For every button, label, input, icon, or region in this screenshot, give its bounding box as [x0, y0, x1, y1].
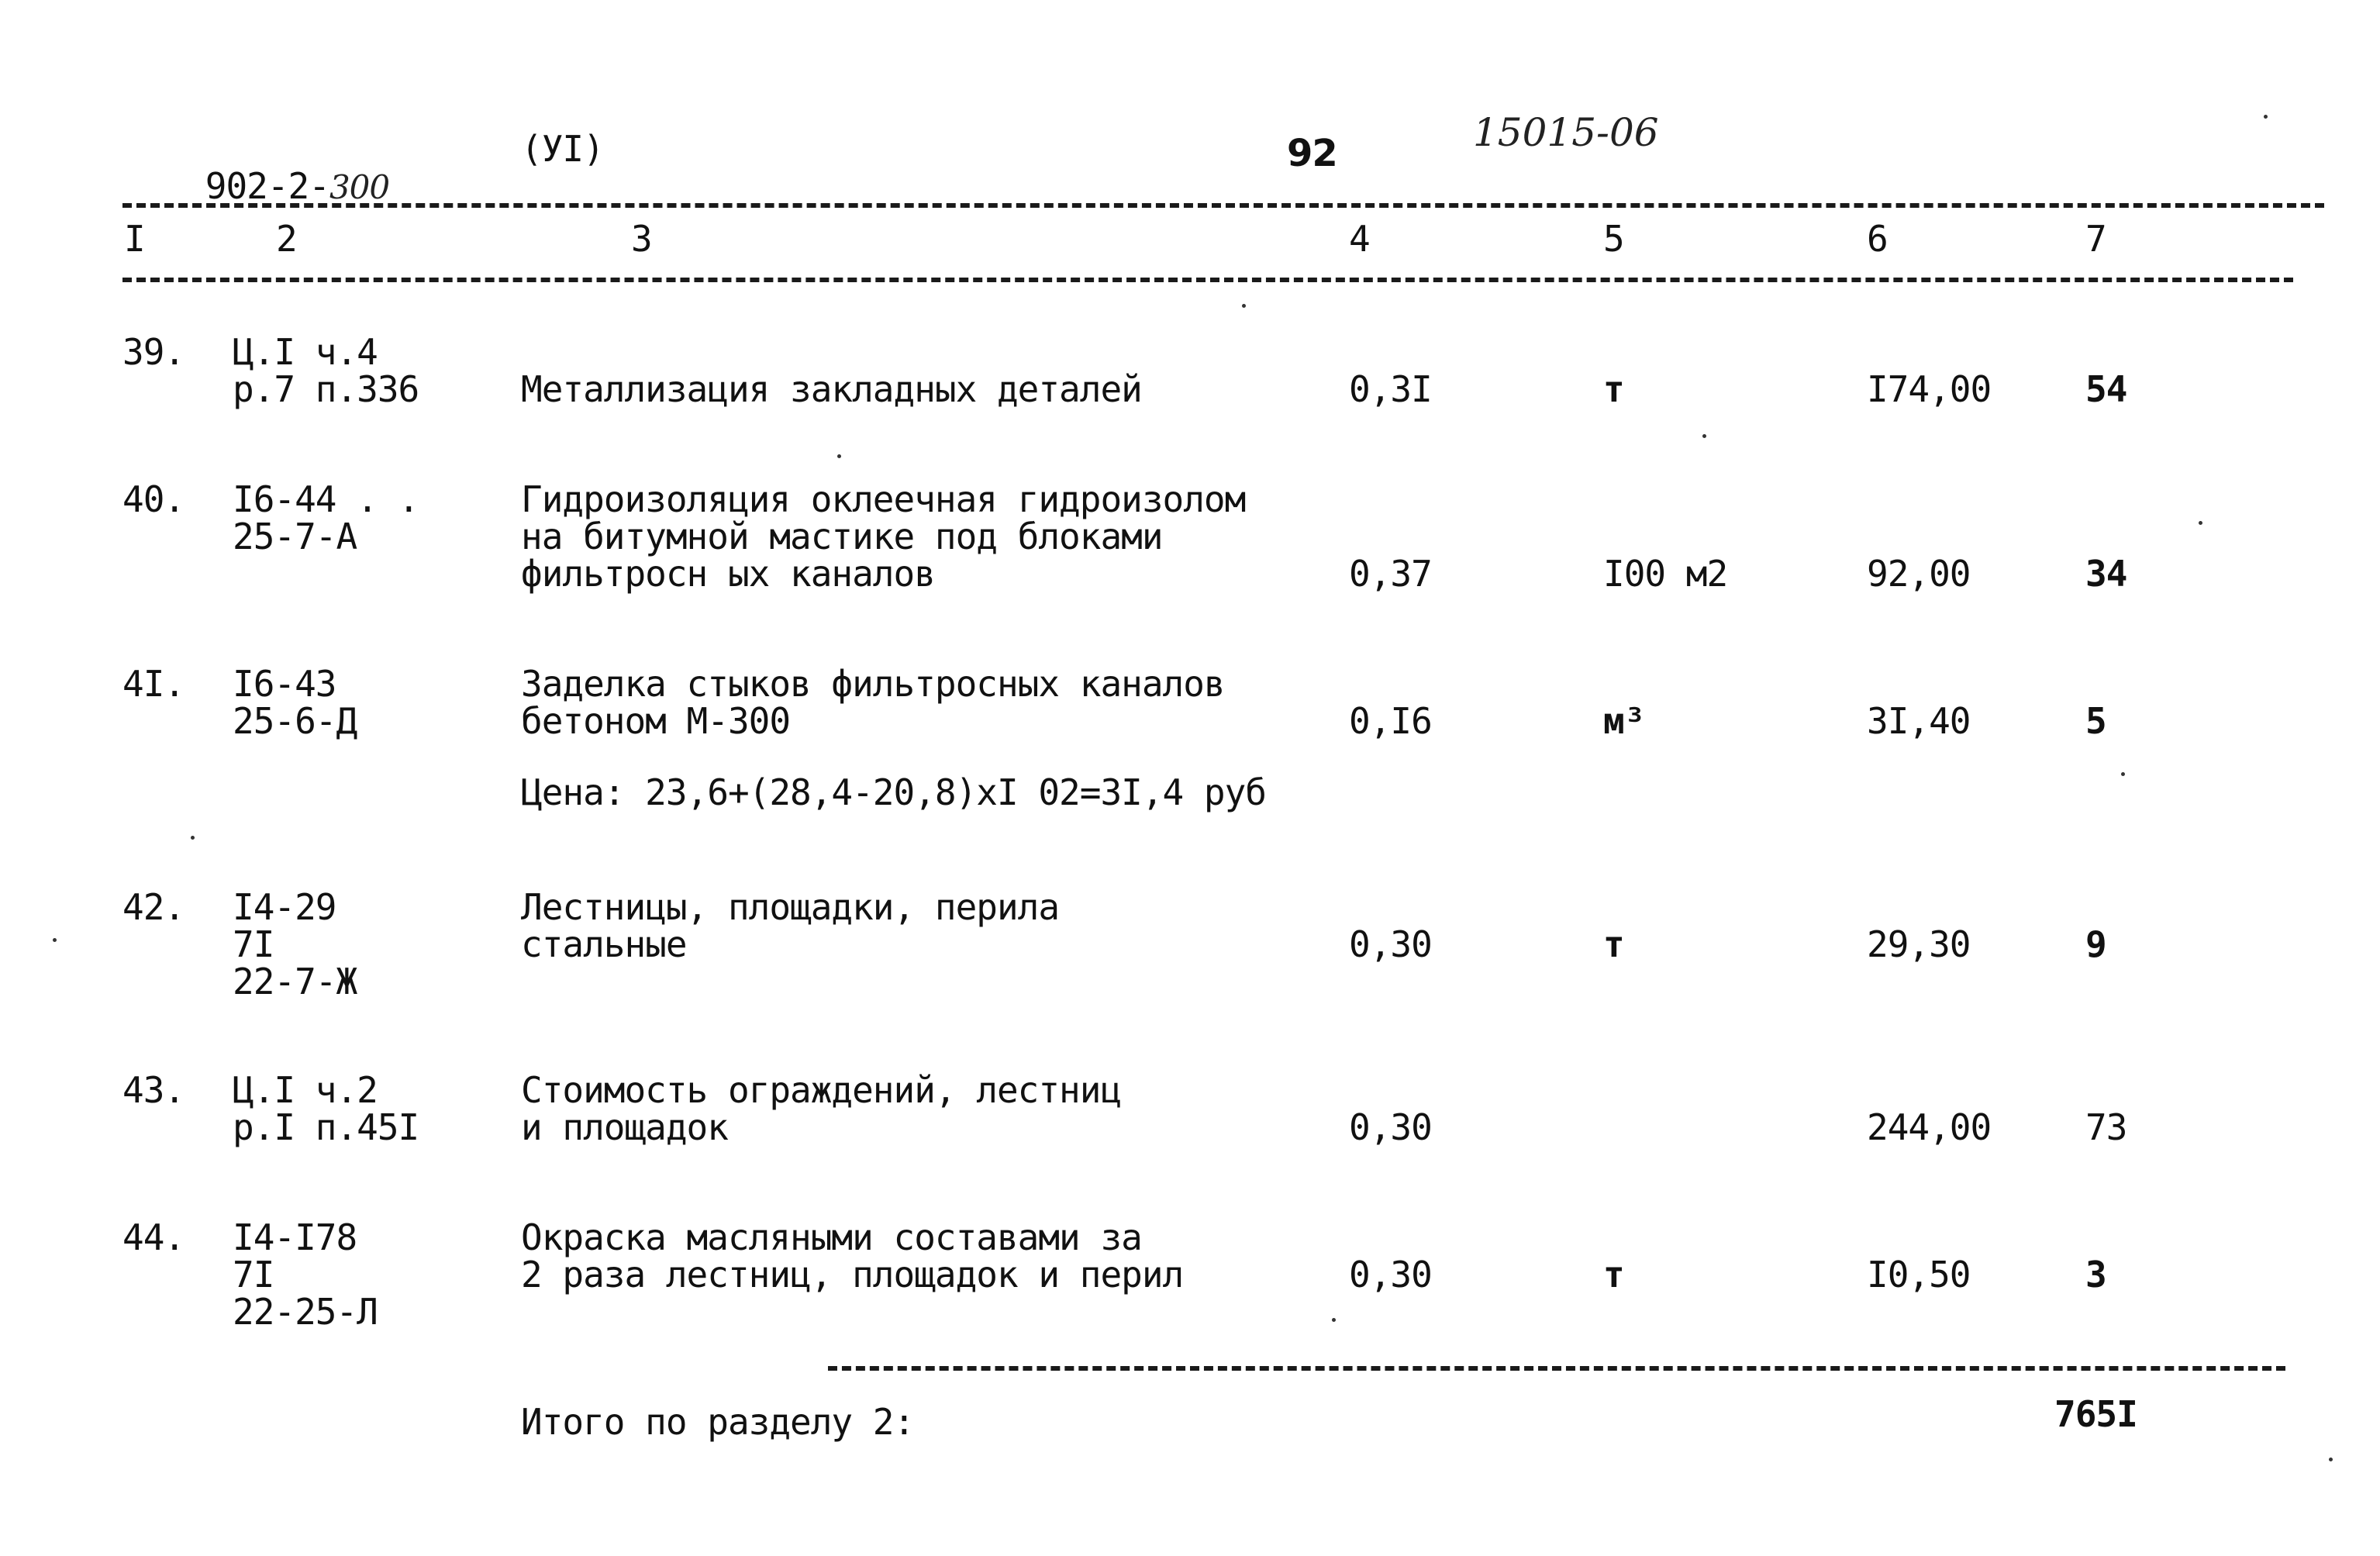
column-header-1: I — [124, 218, 145, 260]
scan-speck — [2121, 772, 2125, 776]
handwritten-code: 15015-06 — [1473, 110, 1659, 155]
row-description-line: Лестницы, площадки, перила — [521, 886, 1060, 928]
row-total: 73 — [2085, 1106, 2127, 1148]
row-description-line: 2 раза лестниц, площадок и перил — [521, 1254, 1184, 1296]
row-unit: т — [1603, 923, 1624, 965]
column-header-3: 3 — [631, 218, 652, 260]
row-total: 9 — [2085, 923, 2106, 965]
scan-speck — [2329, 1458, 2333, 1461]
row-number: 39. — [122, 331, 185, 373]
row-code-line: I6-44 . . — [233, 478, 419, 520]
row-quantity: 0,30 — [1349, 1254, 1432, 1296]
summary-value: 765I — [2054, 1393, 2137, 1435]
row-description-line: Заделка стыков фильтросных каналов — [521, 663, 1225, 705]
doc-code-printed: 902-2- — [205, 165, 329, 207]
row-code-line: 22-7-Ж — [233, 961, 357, 1002]
row-number: 42. — [122, 886, 185, 928]
row-code-line: р.7 п.336 — [233, 368, 419, 410]
row-description-line: Стоимость ограждений, лестниц — [521, 1069, 1122, 1111]
row-number: 43. — [122, 1069, 185, 1111]
row-code-line: р.I п.45I — [233, 1106, 419, 1148]
row-price-note: Цена: 23,6+(28,4-20,8)хI 02=3I,4 руб — [521, 771, 1266, 813]
row-description-line: бетоном М-300 — [521, 700, 791, 742]
row-price: I74,00 — [1867, 368, 1992, 410]
row-code-line: 7I — [233, 1254, 274, 1296]
row-description-line: фильтросн ых каналов — [521, 553, 935, 595]
divider-header-bottom — [122, 278, 2293, 282]
row-total: 3 — [2085, 1254, 2106, 1296]
row-price: 92,00 — [1867, 553, 1971, 595]
scan-speck — [1242, 304, 1246, 308]
row-price: I0,50 — [1867, 1254, 1971, 1296]
row-number: 4I. — [122, 663, 185, 705]
row-code-line: 25-7-А — [233, 516, 357, 557]
row-quantity: 0,I6 — [1349, 700, 1432, 742]
row-total: 5 — [2085, 700, 2106, 742]
row-description-line: Окраска масляными составами за — [521, 1216, 1142, 1258]
row-description-line: Гидроизоляция оклеечная гидроизолом — [521, 478, 1246, 520]
divider-summary — [828, 1366, 2285, 1371]
doc-code-handwritten: 300 — [329, 168, 390, 206]
summary-label: Итого по разделу 2: — [521, 1401, 915, 1443]
page-number: 92 — [1287, 132, 1337, 175]
row-code-line: I4-I78 — [233, 1216, 357, 1258]
row-code-line: 22-25-Л — [233, 1291, 378, 1333]
column-header-5: 5 — [1603, 218, 1624, 260]
row-description-line: стальные — [521, 923, 687, 965]
row-code-line: 7I — [233, 923, 274, 965]
row-quantity: 0,3I — [1349, 368, 1432, 410]
row-code-line: Ц.I ч.4 — [233, 331, 378, 373]
row-code-line: 25-6-Д — [233, 700, 357, 742]
column-header-6: 6 — [1867, 218, 1888, 260]
row-total: 54 — [2085, 368, 2127, 410]
column-header-7: 7 — [2085, 218, 2106, 260]
row-price: 29,30 — [1867, 923, 1971, 965]
scan-speck — [2264, 115, 2268, 119]
row-code-line: I4-29 — [233, 886, 336, 928]
row-price: 3I,40 — [1867, 700, 1971, 742]
scan-speck — [191, 836, 195, 840]
row-unit: т — [1603, 1254, 1624, 1296]
row-description-line: Металлизация закладных деталей — [521, 368, 1142, 410]
column-header-4: 4 — [1349, 218, 1370, 260]
row-price: 244,00 — [1867, 1106, 1992, 1148]
row-description-line: и площадок — [521, 1106, 728, 1148]
row-unit: I00 м2 — [1603, 553, 1728, 595]
doc-code — [122, 130, 389, 243]
row-total: 34 — [2085, 553, 2127, 595]
row-unit: м³ — [1603, 700, 1645, 742]
row-quantity: 0,30 — [1349, 1106, 1432, 1148]
section-number: (УI) — [521, 128, 604, 170]
scan-speck — [1332, 1318, 1336, 1322]
row-code-line: Ц.I ч.2 — [233, 1069, 378, 1111]
row-quantity: 0,30 — [1349, 923, 1432, 965]
scan-speck — [53, 938, 57, 942]
row-number: 40. — [122, 478, 185, 520]
row-code-line: I6-43 — [233, 663, 336, 705]
divider-top — [122, 203, 2324, 208]
scan-speck — [1702, 434, 1706, 438]
row-quantity: 0,37 — [1349, 553, 1432, 595]
row-number: 44. — [122, 1216, 185, 1258]
scan-speck — [837, 454, 841, 458]
row-unit: т — [1603, 368, 1624, 410]
scan-speck — [2199, 521, 2202, 525]
row-description-line: на битумной мастике под блоками — [521, 516, 1163, 557]
column-header-2: 2 — [276, 218, 297, 260]
